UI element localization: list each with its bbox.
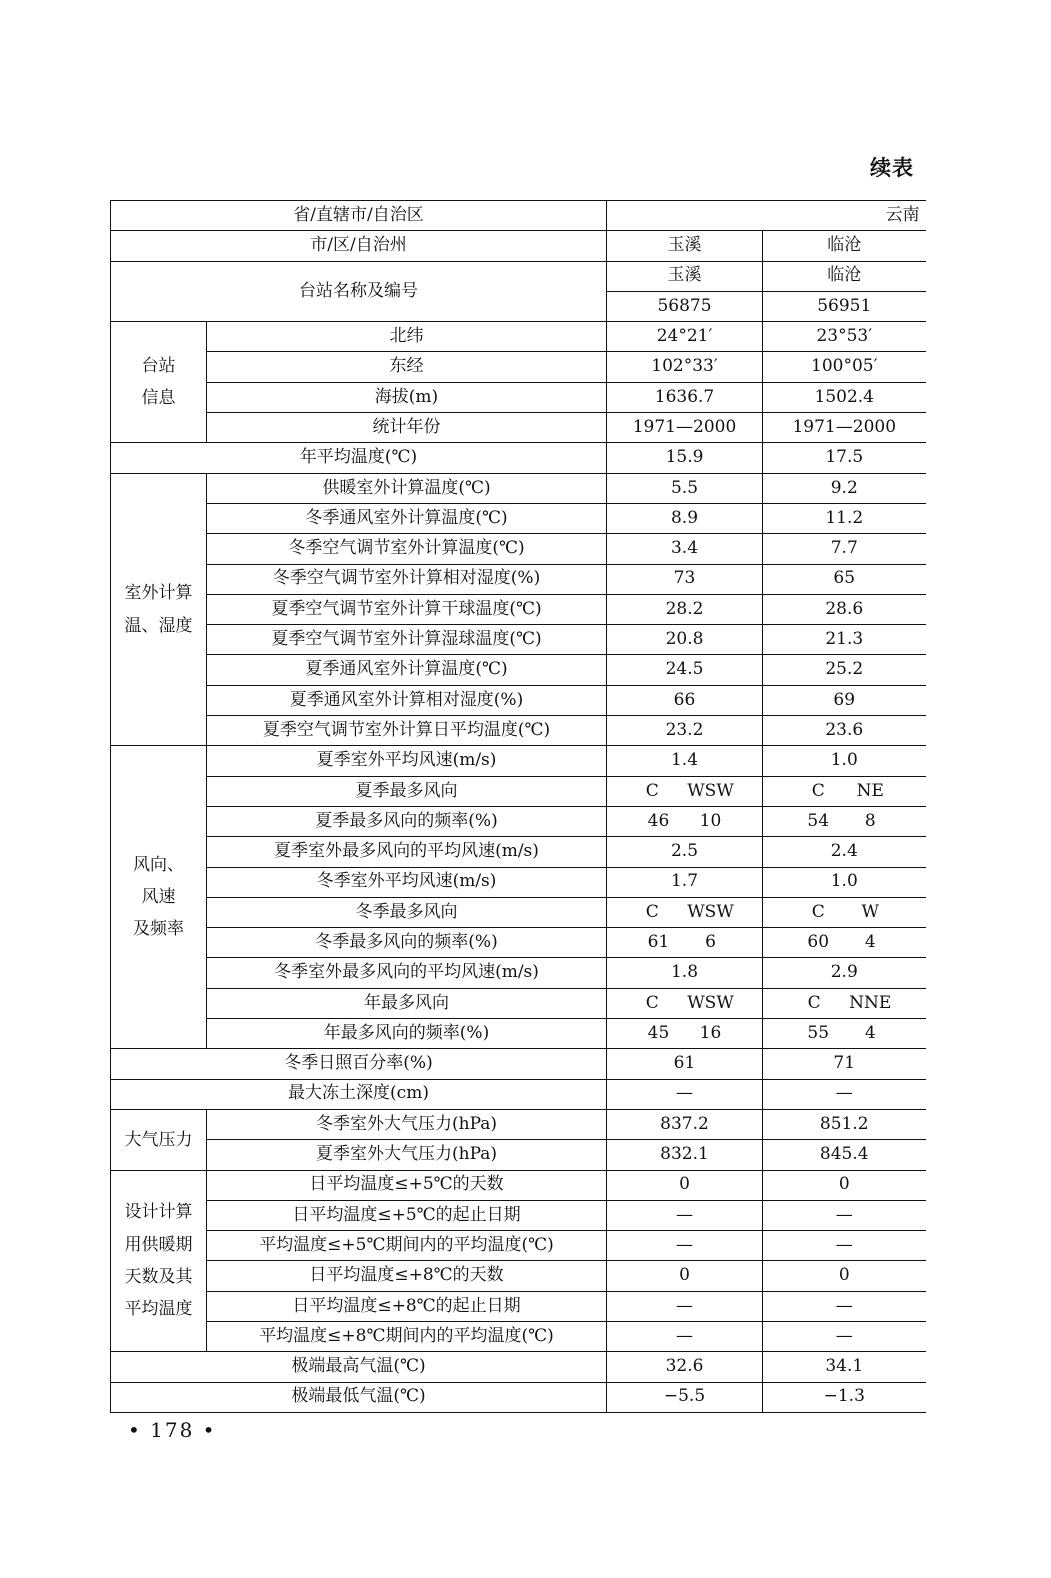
- wind-value-1: [607, 806, 763, 836]
- outdoor-design-row: [111, 685, 926, 715]
- station-info-label: 海拔(m): [207, 382, 607, 412]
- outdoor-design-label: 冬季空气调节室外计算温度(℃): [207, 534, 607, 564]
- outdoor-design-row: [111, 716, 926, 746]
- outdoor-design-value-2: 69: [763, 685, 926, 715]
- station-info-value-1: 24°21′: [607, 322, 763, 352]
- pair-item: C: [811, 901, 825, 922]
- extreme-max-row: [111, 1352, 926, 1382]
- wind-row: [111, 867, 926, 897]
- wind-label: 冬季最多风向的频率(%): [207, 928, 607, 958]
- group-label-line: 及频率: [133, 919, 184, 940]
- outdoor-design-value-2: 9.2: [763, 473, 926, 503]
- pair-item: 4: [864, 932, 876, 952]
- extreme-min-value-1: −5.5: [607, 1382, 763, 1412]
- outdoor-design-row: [111, 503, 926, 533]
- group-label-line: 平均温度: [124, 1299, 193, 1320]
- outdoor-design-row: [111, 534, 926, 564]
- pressure-value-2: 851.2: [763, 1109, 926, 1139]
- continued-label: 续表: [870, 156, 914, 180]
- wind-value-2: [763, 988, 926, 1018]
- wind-label: 冬季最多风向: [207, 897, 607, 927]
- pair-item: C: [645, 992, 659, 1013]
- pair-item: C: [645, 780, 659, 801]
- heating-period-row: [111, 1170, 926, 1200]
- station-info-row: [111, 413, 926, 443]
- heating-period-row: [111, 1200, 926, 1230]
- pair-item: C: [807, 992, 821, 1013]
- station-info-value-2: 1971—2000: [763, 413, 926, 443]
- station-info-label: 北纬: [207, 322, 607, 352]
- outdoor-design-label: 夏季空气调节室外计算干球温度(℃): [207, 594, 607, 624]
- value-pair: [642, 1024, 728, 1044]
- page-number: • 178 •: [128, 1418, 217, 1442]
- extreme-min-row: [111, 1382, 926, 1412]
- wind-value-2: [763, 776, 926, 806]
- annual-mean-temp-value-2: 17.5: [763, 443, 926, 473]
- group-label-line: 用供暖期: [124, 1234, 193, 1255]
- outdoor-design-value-2: 28.6: [763, 594, 926, 624]
- station-info-row: [111, 322, 926, 352]
- outdoor-design-row: [111, 655, 926, 685]
- outdoor-design-row: [111, 594, 926, 624]
- heating-period-value-2: —: [763, 1231, 926, 1261]
- heating-period-label: 日平均温度≤+8℃的天数: [207, 1261, 607, 1291]
- pair-item: C: [811, 780, 825, 801]
- station-info-value-1: 1636.7: [607, 382, 763, 412]
- city-1: 玉溪: [607, 231, 763, 261]
- wind-value-2: [763, 928, 926, 958]
- group-label-line: 大气压力: [124, 1129, 193, 1150]
- outdoor-design-value-2: 65: [763, 564, 926, 594]
- heating-period-row: [111, 1321, 926, 1351]
- wind-row: [111, 837, 926, 867]
- wind-label: 夏季最多风向: [207, 776, 607, 806]
- pair-item: 55: [807, 1022, 830, 1043]
- heating-period-row: [111, 1261, 926, 1291]
- outdoor-design-row: [111, 473, 926, 503]
- station-info-value-1: 1971—2000: [607, 413, 763, 443]
- heating-period-value-2: —: [763, 1291, 926, 1321]
- heating-period-value-1: —: [607, 1321, 763, 1351]
- pressure-value-1: 832.1: [607, 1140, 763, 1170]
- station-info-group: [111, 322, 207, 443]
- outdoor-design-value-1: 24.5: [607, 655, 763, 685]
- station-info-value-2: 1502.4: [763, 382, 926, 412]
- pair-item: 45: [647, 1022, 670, 1043]
- outdoor-design-value-2: 11.2: [763, 503, 926, 533]
- wind-label: 夏季室外最多风向的平均风速(m/s): [207, 837, 607, 867]
- heating-period-label: 日平均温度≤+5℃的起止日期: [207, 1200, 607, 1230]
- province-row: [111, 201, 926, 231]
- value-pair: [801, 1024, 887, 1044]
- outdoor-design-label: 供暖室外计算温度(℃): [207, 473, 607, 503]
- outdoor-design-group: [111, 473, 207, 746]
- sunshine-value-1: 61: [607, 1049, 763, 1079]
- wind-value-1: 1.7: [607, 867, 763, 897]
- heating-period-value-1: 0: [607, 1261, 763, 1291]
- station-info-label: 东经: [207, 352, 607, 382]
- wind-value-1: [607, 776, 763, 806]
- pressure-value-1: 837.2: [607, 1109, 763, 1139]
- value-pair: [642, 933, 728, 953]
- wind-value-2: [763, 806, 926, 836]
- outdoor-design-row: [111, 564, 926, 594]
- pressure-row: [111, 1140, 926, 1170]
- wind-value-2: 1.0: [763, 867, 926, 897]
- wind-row: [111, 746, 926, 776]
- pair-item: 10: [699, 810, 722, 831]
- wind-label: 夏季室外平均风速(m/s): [207, 746, 607, 776]
- outdoor-design-value-2: 25.2: [763, 655, 926, 685]
- pair-item: 46: [647, 810, 670, 831]
- heating-period-value-2: —: [763, 1200, 926, 1230]
- outdoor-design-label: 冬季通风室外计算温度(℃): [207, 503, 607, 533]
- pressure-label: 夏季室外大气压力(hPa): [207, 1140, 607, 1170]
- outdoor-design-value-1: 28.2: [607, 594, 763, 624]
- value-pair: [635, 903, 734, 923]
- group-label-line: 风速: [141, 887, 176, 908]
- wind-label: 年最多风向: [207, 988, 607, 1018]
- pair-item: WSW: [687, 780, 734, 801]
- heating-period-row: [111, 1231, 926, 1261]
- value-pair: [635, 782, 734, 802]
- outdoor-design-value-2: 7.7: [763, 534, 926, 564]
- heating-period-value-2: —: [763, 1321, 926, 1351]
- pair-item: NE: [856, 780, 884, 801]
- pair-item: WSW: [687, 992, 734, 1013]
- wind-value-1: [607, 988, 763, 1018]
- wind-row: [111, 988, 926, 1018]
- value-pair: [801, 933, 887, 953]
- extreme-max-label: 极端最高气温(℃): [111, 1352, 607, 1382]
- heating-period-label: 平均温度≤+5℃期间内的平均温度(℃): [207, 1231, 607, 1261]
- outdoor-design-value-1: 3.4: [607, 534, 763, 564]
- station-info-value-2: 23°53′: [763, 322, 926, 352]
- wind-value-1: 1.8: [607, 958, 763, 988]
- city-label: 市/区/自治州: [111, 231, 607, 261]
- wind-row: [111, 928, 926, 958]
- station-name-2: 临沧: [763, 261, 926, 291]
- value-pair: [797, 994, 891, 1014]
- extreme-min-value-2: −1.3: [763, 1382, 926, 1412]
- outdoor-design-label: 夏季空气调节室外计算日平均温度(℃): [207, 716, 607, 746]
- outdoor-design-value-2: 23.6: [763, 716, 926, 746]
- outdoor-design-value-1: 20.8: [607, 625, 763, 655]
- pressure-value-2: 845.4: [763, 1140, 926, 1170]
- station-info-row: [111, 352, 926, 382]
- wind-label: 冬季室外平均风速(m/s): [207, 867, 607, 897]
- province-label: 省/直辖市/自治区: [111, 201, 607, 231]
- heating-period-value-1: 0: [607, 1170, 763, 1200]
- pair-item: 16: [699, 1022, 722, 1043]
- pair-item: WSW: [687, 901, 734, 922]
- wind-value-2: 2.4: [763, 837, 926, 867]
- annual-mean-temp-row: [111, 443, 926, 473]
- outdoor-design-value-1: 73: [607, 564, 763, 594]
- value-pair: [801, 782, 887, 802]
- pair-item: NNE: [849, 992, 892, 1013]
- station-info-value-2: 100°05′: [763, 352, 926, 382]
- outdoor-design-label: 夏季通风室外计算温度(℃): [207, 655, 607, 685]
- group-label-line: 温、湿度: [124, 615, 193, 636]
- outdoor-design-label: 夏季通风室外计算相对湿度(%): [207, 685, 607, 715]
- group-label-line: 天数及其: [124, 1266, 193, 1287]
- wind-value-1: [607, 1019, 763, 1049]
- value-pair: [801, 903, 887, 923]
- group-label-line: 台站: [141, 355, 176, 376]
- station-name-1: 玉溪: [607, 261, 763, 291]
- outdoor-design-value-1: 8.9: [607, 503, 763, 533]
- heating-period-label: 日平均温度≤+5℃的天数: [207, 1170, 607, 1200]
- outdoor-design-value-1: 66: [607, 685, 763, 715]
- outdoor-design-value-2: 21.3: [763, 625, 926, 655]
- pair-item: 54: [807, 810, 830, 831]
- wind-value-1: [607, 897, 763, 927]
- station-code-1: 56875: [607, 291, 763, 321]
- pair-item: 61: [647, 932, 670, 952]
- wind-value-2: 1.0: [763, 746, 926, 776]
- outdoor-design-label: 冬季空气调节室外计算相对湿度(%): [207, 564, 607, 594]
- extreme-max-value-1: 32.6: [607, 1352, 763, 1382]
- wind-row: [111, 776, 926, 806]
- group-label-line: 室外计算: [124, 583, 193, 604]
- wind-label: 夏季最多风向的频率(%): [207, 806, 607, 836]
- wind-value-1: 2.5: [607, 837, 763, 867]
- pair-item: 6: [705, 932, 716, 952]
- extreme-max-value-2: 34.1: [763, 1352, 926, 1382]
- heating-period-group: [111, 1170, 207, 1352]
- value-pair: [642, 812, 728, 832]
- wind-group: [111, 746, 207, 1049]
- city-2: 临沧: [763, 231, 926, 261]
- group-label-line: 设计计算: [124, 1202, 193, 1223]
- value-pair: [801, 812, 887, 832]
- pair-item: 60: [807, 932, 830, 952]
- heating-period-label: 日平均温度≤+8℃的起止日期: [207, 1291, 607, 1321]
- pressure-label: 冬季室外大气压力(hPa): [207, 1109, 607, 1139]
- heating-period-value-1: —: [607, 1231, 763, 1261]
- value-pair: [635, 994, 734, 1014]
- wind-value-2: 2.9: [763, 958, 926, 988]
- wind-label: 冬季室外最多风向的平均风速(m/s): [207, 958, 607, 988]
- outdoor-design-value-1: 23.2: [607, 716, 763, 746]
- climate-design-table: [110, 200, 926, 1413]
- wind-row: [111, 806, 926, 836]
- heating-period-value-2: 0: [763, 1261, 926, 1291]
- wind-value-2: [763, 897, 926, 927]
- station-label: 台站名称及编号: [111, 261, 607, 322]
- station-info-row: [111, 382, 926, 412]
- wind-value-1: [607, 928, 763, 958]
- outdoor-design-row: [111, 625, 926, 655]
- outdoor-design-label: 夏季空气调节室外计算湿球温度(℃): [207, 625, 607, 655]
- outdoor-design-value-1: 5.5: [607, 473, 763, 503]
- pair-item: W: [861, 901, 879, 922]
- wind-value-2: [763, 1019, 926, 1049]
- city-row: [111, 231, 926, 261]
- pair-item: C: [645, 901, 659, 922]
- extreme-min-label: 极端最低气温(℃): [111, 1382, 607, 1412]
- heating-period-row: [111, 1291, 926, 1321]
- station-info-label: 统计年份: [207, 413, 607, 443]
- wind-label: 年最多风向的频率(%): [207, 1019, 607, 1049]
- station-name-row: [111, 261, 926, 291]
- heating-period-value-1: —: [607, 1200, 763, 1230]
- annual-mean-temp-value-1: 15.9: [607, 443, 763, 473]
- frost-depth-value-1: —: [607, 1079, 763, 1109]
- frost-depth-label: 最大冻土深度(cm): [111, 1079, 607, 1109]
- wind-row: [111, 1019, 926, 1049]
- pressure-row: [111, 1109, 926, 1139]
- pressure-group: [111, 1109, 207, 1170]
- frost-depth-value-2: —: [763, 1079, 926, 1109]
- pair-item: 8: [864, 810, 876, 831]
- sunshine-row: [111, 1049, 926, 1079]
- province-value: 云南: [607, 201, 926, 231]
- pair-item: 4: [864, 1022, 876, 1043]
- heating-period-label: 平均温度≤+8℃期间内的平均温度(℃): [207, 1321, 607, 1351]
- wind-value-1: 1.4: [607, 746, 763, 776]
- station-info-value-1: 102°33′: [607, 352, 763, 382]
- wind-row: [111, 958, 926, 988]
- annual-mean-temp-label: 年平均温度(℃): [111, 443, 607, 473]
- heating-period-value-2: 0: [763, 1170, 926, 1200]
- wind-row: [111, 897, 926, 927]
- group-label-line: 风向、: [133, 854, 184, 875]
- heating-period-value-1: —: [607, 1291, 763, 1321]
- station-code-2: 56951: [763, 291, 926, 321]
- frost-depth-row: [111, 1079, 926, 1109]
- sunshine-value-2: 71: [763, 1049, 926, 1079]
- group-label-line: 信息: [141, 388, 176, 409]
- sunshine-label: 冬季日照百分率(%): [111, 1049, 607, 1079]
